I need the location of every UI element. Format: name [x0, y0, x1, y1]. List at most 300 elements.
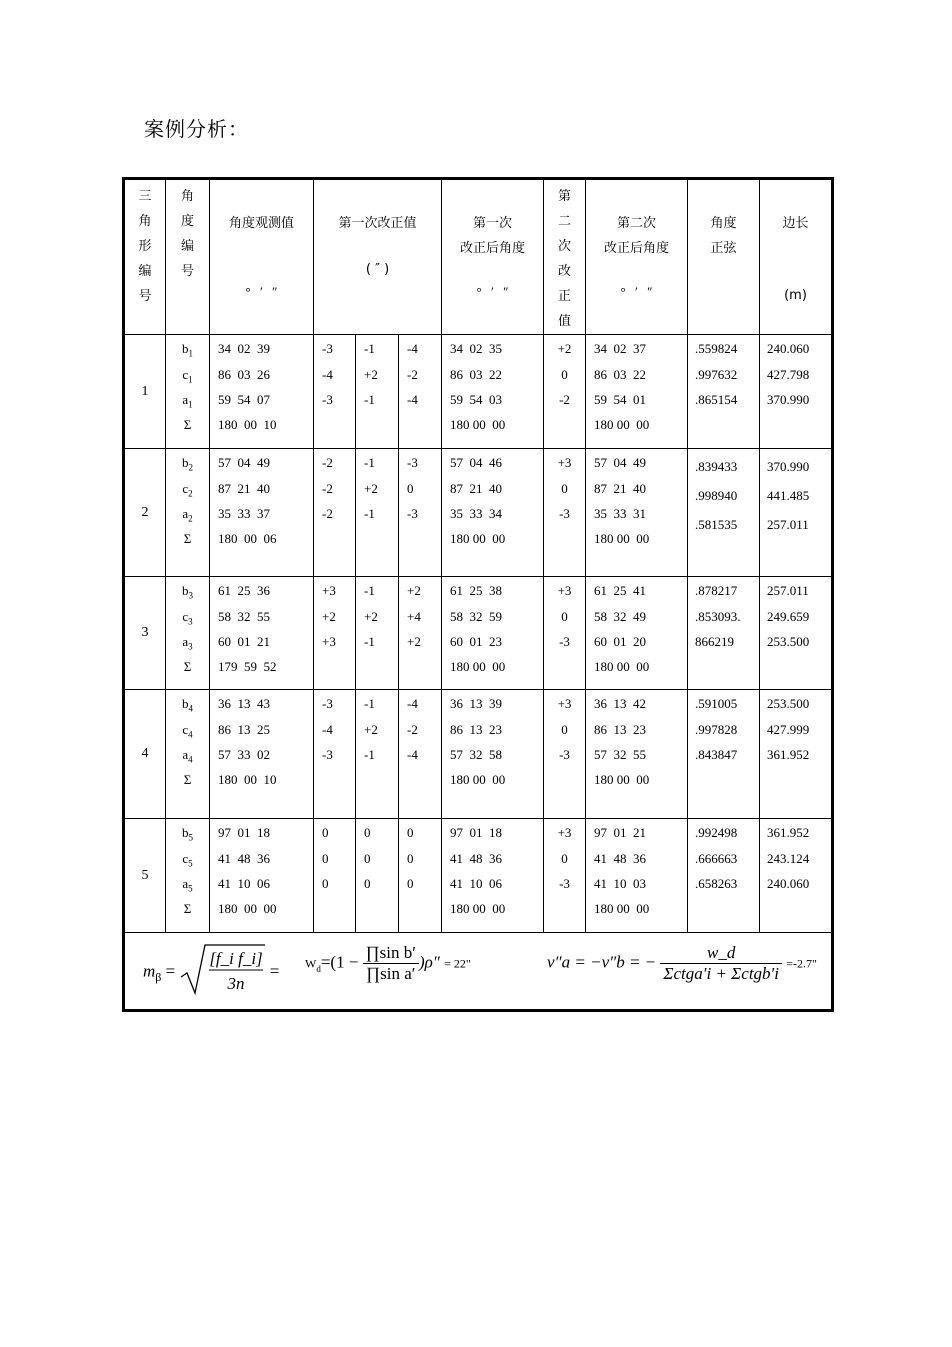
first-corrected-angle-value: 35 33 34: [450, 506, 503, 521]
second-correction-value: -3: [559, 876, 570, 891]
formula-v-lhs: v″a = −v″b = −: [547, 952, 657, 972]
header-char: 第: [558, 189, 572, 204]
angle-label-letter: Σ: [183, 531, 192, 546]
side-length-value: 441.485: [767, 488, 810, 503]
observed-angle-value: 61 25 36: [218, 583, 270, 598]
second-corrected-angle-value: 180 00 00: [594, 772, 650, 787]
angle-label: [166, 367, 209, 385]
second-corrected-angle-value: 87 21 40: [594, 481, 647, 496]
observed-angle-value: 180 00 06: [218, 531, 277, 546]
first-correction-c: [399, 690, 442, 819]
formula-w-prefix: W: [305, 956, 317, 971]
header-triangle-no: [124, 179, 166, 335]
angle-sine: [688, 690, 760, 819]
formula-v-fraction: [660, 943, 782, 984]
first-correction-a-value: -4: [322, 367, 333, 382]
first-correction-a-value: 0: [322, 851, 329, 866]
observed-angle-value: 86 13 25: [218, 722, 270, 737]
angle-labels: [166, 577, 210, 690]
angle-label-letter: c: [182, 367, 189, 382]
first-correction-b-value: -1: [364, 506, 375, 521]
first-correction-a: [314, 577, 356, 690]
first-correction-c-value: -2: [407, 367, 418, 382]
triangle-number: 4: [124, 690, 166, 819]
second-corrected-angle-value: 86 03 22: [594, 367, 647, 382]
first-correction-b-value: +2: [364, 722, 378, 737]
first-correction-a-value: -3: [322, 696, 333, 711]
side-length-value: 427.999: [767, 722, 810, 737]
formula-v-value: =-2.7": [786, 956, 817, 971]
first-corrected-angle-value: 61 25 38: [450, 583, 503, 598]
angle-sine-value: 866219: [695, 634, 735, 649]
second-corrected-angle: [586, 690, 688, 819]
angle-sine-value: .997632: [695, 367, 738, 382]
first-correction-c-value: -2: [407, 722, 418, 737]
angle-sine-value: .865154: [695, 392, 738, 407]
triangulation-table: [122, 177, 834, 1012]
angle-label: [166, 747, 209, 765]
second-corrected-angle-value: 34 02 37: [594, 341, 647, 356]
side-length: [760, 335, 833, 449]
angle-label-sub: 3: [188, 641, 193, 652]
formula-m-symbol: m: [143, 961, 156, 981]
formula-w-d: [305, 943, 471, 984]
formula-w-denominator: ∏sin a′: [366, 964, 416, 983]
second-correction-value: 0: [561, 481, 568, 496]
formula-w-close: )ρ″: [418, 952, 440, 972]
angle-label: [166, 392, 209, 410]
angle-sine: [688, 449, 760, 577]
second-correction: [544, 690, 586, 819]
second-correction: [544, 819, 586, 933]
second-correction-value: +3: [557, 455, 572, 470]
sqrt-icon: [179, 943, 265, 1002]
header-first-correction-unit: ( ″ ): [365, 262, 390, 277]
second-correction: [544, 449, 586, 577]
header-side: [760, 179, 833, 335]
angle-label-sub: 2: [188, 462, 193, 473]
first-correction-a-value: 0: [322, 825, 329, 840]
second-correction-value: 0: [561, 367, 568, 382]
angle-label: [166, 659, 209, 675]
angle-label-letter: b: [182, 696, 189, 711]
first-correction-b-value: +2: [364, 609, 378, 624]
first-correction-a: [314, 690, 356, 819]
first-correction-b: [356, 577, 399, 690]
side-length-value: 243.124: [767, 851, 810, 866]
angle-label: [166, 506, 209, 524]
second-corrected-angle-value: 97 01 21: [594, 825, 647, 840]
first-correction-c: [399, 449, 442, 577]
formula-w-fraction: [363, 943, 419, 984]
observed-angle-value: 58 32 55: [218, 609, 270, 624]
header-second-after-symbols: ° ′ ″: [620, 284, 653, 299]
angle-label-sub: 5: [188, 858, 193, 869]
angle-label: [166, 609, 209, 627]
second-correction-value: +3: [557, 583, 572, 598]
header-first-correction-label: 第一次改正值: [338, 216, 417, 231]
angle-label-sub: 1: [188, 348, 193, 359]
first-correction-b: [356, 449, 399, 577]
angle-label-sub: 1: [188, 374, 193, 385]
angle-label-letter: a: [182, 747, 189, 762]
second-corrected-angle-value: 61 25 41: [594, 583, 647, 598]
observed-angle: [210, 335, 314, 449]
triangle-number: 3: [124, 577, 166, 690]
angle-label-letter: b: [182, 341, 189, 356]
first-correction-c-value: 0: [407, 825, 414, 840]
angle-label-letter: c: [182, 722, 189, 737]
first-corrected-angle-value: 180 00 00: [450, 659, 506, 674]
header-char: 编: [180, 239, 194, 254]
second-correction-value: -3: [559, 747, 570, 762]
header-sine-line1: 角度: [710, 216, 737, 231]
first-correction-a-value: +3: [322, 583, 336, 598]
formula-m-denominator: 3n: [227, 974, 245, 993]
formula-w-numerator: ∏sin b′: [363, 943, 419, 964]
angle-label-sub: 3: [188, 590, 193, 601]
observed-angle-value: 59 54 07: [218, 392, 270, 407]
angle-label-sub: 3: [188, 616, 193, 627]
side-length-value: 253.500: [767, 634, 810, 649]
observed-angle-value: 41 10 06: [218, 876, 270, 891]
second-corrected-angle-value: 180 00 00: [594, 417, 650, 432]
first-corrected-angle-value: 36 13 39: [450, 696, 503, 711]
observed-angle-value: 180 00 10: [218, 772, 277, 787]
first-correction-b-value: -1: [364, 583, 375, 598]
formula-w-value: = 22": [444, 956, 471, 971]
first-correction-b: [356, 690, 399, 819]
first-correction-c-value: -4: [407, 696, 418, 711]
header-char: 次: [558, 239, 572, 254]
angle-label: [166, 417, 209, 433]
first-correction-b-value: +2: [364, 367, 378, 382]
first-correction-b-value: -1: [364, 696, 375, 711]
observed-angle-value: 35 33 37: [218, 506, 270, 521]
observed-angle-value: 86 03 26: [218, 367, 270, 382]
angle-sine: [688, 819, 760, 933]
second-correction-value: 0: [561, 851, 568, 866]
angle-label: [166, 455, 209, 473]
first-corrected-angle-value: 180 00 00: [450, 901, 506, 916]
angle-label-sub: 4: [188, 703, 193, 714]
angle-label-letter: a: [182, 876, 189, 891]
angle-label-sub: 2: [188, 488, 193, 499]
first-correction-b-value: 0: [364, 825, 371, 840]
header-char: 三: [138, 189, 152, 204]
table-row: [124, 335, 833, 449]
formula-cell: [124, 933, 833, 1011]
header-char: 正: [558, 289, 572, 304]
second-corrected-angle-value: 57 32 55: [594, 747, 647, 762]
angle-labels: [166, 449, 210, 577]
angle-label-letter: a: [182, 506, 189, 521]
formula-m-beta: $m_\beta$ = [f_i f_i] 3n =: [143, 943, 279, 1002]
first-correction-c-value: -4: [407, 341, 418, 356]
first-corrected-angle-value: 86 03 22: [450, 367, 503, 382]
first-correction-c-value: +2: [407, 583, 421, 598]
second-corrected-angle-value: 180 00 00: [594, 901, 650, 916]
header-char: 角: [138, 214, 152, 229]
first-correction-c: [399, 577, 442, 690]
first-corrected-angle: [442, 335, 544, 449]
angle-sine-value: .853093.: [695, 609, 741, 624]
angle-labels: [166, 819, 210, 933]
side-length-value: 253.500: [767, 696, 810, 711]
first-corrected-angle-value: 41 10 06: [450, 876, 503, 891]
first-correction-b-value: 0: [364, 876, 371, 891]
observed-angle: [210, 449, 314, 577]
angle-label-sub: 2: [188, 513, 193, 524]
first-correction-c-value: 0: [407, 481, 414, 496]
header-char: 值: [558, 314, 572, 329]
angle-sine-value: .839433: [695, 459, 738, 474]
formula-m-equals: =: [269, 961, 280, 981]
angle-label: [166, 901, 209, 917]
angle-label: [166, 481, 209, 499]
header-char: 度: [180, 214, 194, 229]
angle-label-letter: c: [182, 609, 189, 624]
observed-angle-value: 57 04 49: [218, 455, 270, 470]
angle-label-letter: a: [182, 634, 189, 649]
first-correction-c-value: 0: [407, 851, 414, 866]
first-correction-a-value: +2: [322, 609, 336, 624]
angle-label: [166, 341, 209, 359]
header-observed: [210, 179, 314, 335]
formula-v-numerator: w_d: [660, 943, 782, 964]
side-length-value: 361.952: [767, 747, 810, 762]
first-corrected-angle-value: 180 00 00: [450, 417, 506, 432]
angle-label: [166, 696, 209, 714]
formula-v-denominator: Σctga′i + Σctgb′i: [663, 964, 779, 983]
angle-sine-value: .559824: [695, 341, 738, 356]
header-char: 号: [138, 289, 152, 304]
header-angle-no: [166, 179, 210, 335]
header-first-after-line2: 改正后角度: [460, 241, 526, 256]
angle-label-letter: Σ: [183, 417, 192, 432]
triangle-number: 2: [124, 449, 166, 577]
header-observed-symbols: ° ′ ″: [245, 284, 278, 299]
second-correction: [544, 335, 586, 449]
first-corrected-angle-value: 60 01 23: [450, 634, 503, 649]
first-correction-c-value: +4: [407, 609, 421, 624]
side-length-value: 427.798: [767, 367, 810, 382]
side-length: [760, 819, 833, 933]
first-correction-a: [314, 449, 356, 577]
observed-angle-value: 180 00 10: [218, 417, 277, 432]
formula-v: [547, 943, 817, 984]
second-corrected-angle-value: 41 10 03: [594, 876, 647, 891]
side-length: [760, 449, 833, 577]
observed-angle-value: 87 21 40: [218, 481, 270, 496]
header-char: 二: [558, 214, 572, 229]
angle-label: [166, 634, 209, 652]
angle-sine-value: .992498: [695, 825, 738, 840]
header-first-after-line1: 第一次: [473, 216, 513, 231]
first-correction-b-value: +2: [364, 481, 378, 496]
header-first-after-symbols: ° ′ ″: [476, 284, 509, 299]
first-correction-b-value: -1: [364, 341, 375, 356]
second-corrected-angle-value: 60 01 20: [594, 634, 647, 649]
angle-sine-value: .878217: [695, 583, 738, 598]
angle-label-letter: a: [182, 392, 189, 407]
second-correction-value: -2: [559, 392, 570, 407]
observed-angle: [210, 577, 314, 690]
second-corrected-angle: [586, 449, 688, 577]
first-correction-b: [356, 819, 399, 933]
triangle-number: 5: [124, 819, 166, 933]
angle-label-letter: c: [182, 481, 189, 496]
first-correction-b-value: -1: [364, 747, 375, 762]
header-second-correction: [544, 179, 586, 335]
header-char: 改: [558, 264, 572, 279]
angle-label-letter: Σ: [183, 901, 192, 916]
first-corrected-angle-value: 41 48 36: [450, 851, 503, 866]
observed-angle-value: 179 59 52: [218, 659, 277, 674]
first-correction-a: [314, 335, 356, 449]
header-first-after: [442, 179, 544, 335]
first-correction-a-value: -2: [322, 506, 333, 521]
second-corrected-angle-value: 58 32 49: [594, 609, 647, 624]
header-sine: [688, 179, 760, 335]
first-correction-c-value: -3: [407, 506, 418, 521]
header-second-after-line1: 第二次: [617, 216, 657, 231]
first-correction-b-value: -1: [364, 392, 375, 407]
first-corrected-angle-value: 97 01 18: [450, 825, 503, 840]
angle-sine-value: .658263: [695, 876, 738, 891]
first-correction-a-value: -2: [322, 481, 333, 496]
side-length: [760, 577, 833, 690]
second-corrected-angle-value: 41 48 36: [594, 851, 647, 866]
header-row: [124, 179, 833, 335]
angle-label-letter: c: [182, 851, 189, 866]
second-correction-value: +2: [557, 341, 572, 356]
first-correction-c: [399, 335, 442, 449]
side-length-value: 370.990: [767, 459, 810, 474]
angle-label-sub: 5: [188, 883, 193, 894]
header-second-after-line2: 改正后角度: [604, 241, 670, 256]
side-length-value: 240.060: [767, 341, 810, 356]
second-correction: [544, 577, 586, 690]
first-correction-c-value: -4: [407, 747, 418, 762]
first-correction-b-value: -1: [364, 455, 375, 470]
side-length-value: 361.952: [767, 825, 810, 840]
angle-label-sub: 4: [188, 754, 193, 765]
angle-sine-value: .666663: [695, 851, 738, 866]
side-length-value: 257.011: [767, 583, 809, 598]
second-corrected-angle-value: 180 00 00: [594, 531, 650, 546]
angle-label: [166, 825, 209, 843]
first-correction-a-value: -3: [322, 341, 333, 356]
first-corrected-angle-value: 57 04 46: [450, 455, 503, 470]
first-correction-a-value: -4: [322, 722, 333, 737]
observed-angle-value: 97 01 18: [218, 825, 270, 840]
first-correction-c-value: -3: [407, 455, 418, 470]
second-corrected-angle-value: 180 00 00: [594, 659, 650, 674]
second-corrected-angle-value: 35 33 31: [594, 506, 647, 521]
header-char: 角: [180, 189, 194, 204]
header-char: 编: [138, 264, 152, 279]
angle-label-letter: b: [182, 583, 189, 598]
first-corrected-angle: [442, 819, 544, 933]
second-correction-value: 0: [561, 722, 568, 737]
first-corrected-angle-value: 58 32 59: [450, 609, 503, 624]
table-row: [124, 690, 833, 819]
first-corrected-angle-value: 59 54 03: [450, 392, 503, 407]
angle-label-sub: 5: [188, 832, 193, 843]
angle-sine-value: .843847: [695, 747, 738, 762]
second-corrected-angle: [586, 577, 688, 690]
first-correction-a-value: -3: [322, 747, 333, 762]
observed-angle-value: 180 00 00: [218, 901, 277, 916]
second-correction-value: +3: [557, 825, 572, 840]
second-corrected-angle-value: 57 04 49: [594, 455, 647, 470]
formula-m-sub: β: [155, 969, 162, 984]
page-heading: 案例分析：: [144, 117, 249, 141]
first-corrected-angle: [442, 449, 544, 577]
header-char: 号: [180, 264, 194, 279]
header-second-after: [586, 179, 688, 335]
observed-angle-value: 34 02 39: [218, 341, 270, 356]
side-length: [760, 690, 833, 819]
first-corrected-angle-value: 57 32 58: [450, 747, 503, 762]
first-correction-a-value: -3: [322, 392, 333, 407]
angle-sine: [688, 577, 760, 690]
first-correction-c-value: -4: [407, 392, 418, 407]
angle-label: [166, 531, 209, 547]
angle-sine-value: .997828: [695, 722, 738, 737]
angle-label-letter: b: [182, 455, 189, 470]
second-correction-value: -3: [559, 506, 570, 521]
header-char: 形: [138, 239, 152, 254]
side-length-value: 249.659: [767, 609, 810, 624]
observed-angle: [210, 690, 314, 819]
formula-w-open: =(1 −: [320, 952, 359, 972]
table-row: [124, 577, 833, 690]
second-corrected-angle-value: 59 54 01: [594, 392, 647, 407]
first-correction-b-value: 0: [364, 851, 371, 866]
angle-label: [166, 772, 209, 788]
angle-label-sub: 1: [188, 399, 193, 410]
table-row: [124, 819, 833, 933]
observed-angle-value: 41 48 36: [218, 851, 270, 866]
angle-labels: [166, 335, 210, 449]
angle-label: [166, 851, 209, 869]
observed-angle-value: 57 33 02: [218, 747, 270, 762]
first-corrected-angle-value: 86 13 23: [450, 722, 503, 737]
first-correction-c-value: +2: [407, 634, 421, 649]
first-corrected-angle-value: 34 02 35: [450, 341, 503, 356]
second-corrected-angle: [586, 335, 688, 449]
angle-sine: [688, 335, 760, 449]
angle-label: [166, 583, 209, 601]
header-sine-line2: 正弦: [710, 241, 737, 256]
first-corrected-angle: [442, 690, 544, 819]
header-first-correction: [314, 179, 442, 335]
second-corrected-angle-value: 86 13 23: [594, 722, 647, 737]
header-observed-label: 角度观测值: [228, 216, 294, 231]
angle-label: [166, 876, 209, 894]
triangle-number: 1: [124, 335, 166, 449]
first-corrected-angle-value: 87 21 40: [450, 481, 503, 496]
angle-sine-value: .591005: [695, 696, 738, 711]
second-corrected-angle: [586, 819, 688, 933]
first-correction-a-value: -2: [322, 455, 333, 470]
second-correction-value: -3: [559, 634, 570, 649]
header-side-unit: (m): [784, 288, 807, 303]
first-corrected-angle: [442, 577, 544, 690]
angle-sine-value: .998940: [695, 488, 738, 503]
